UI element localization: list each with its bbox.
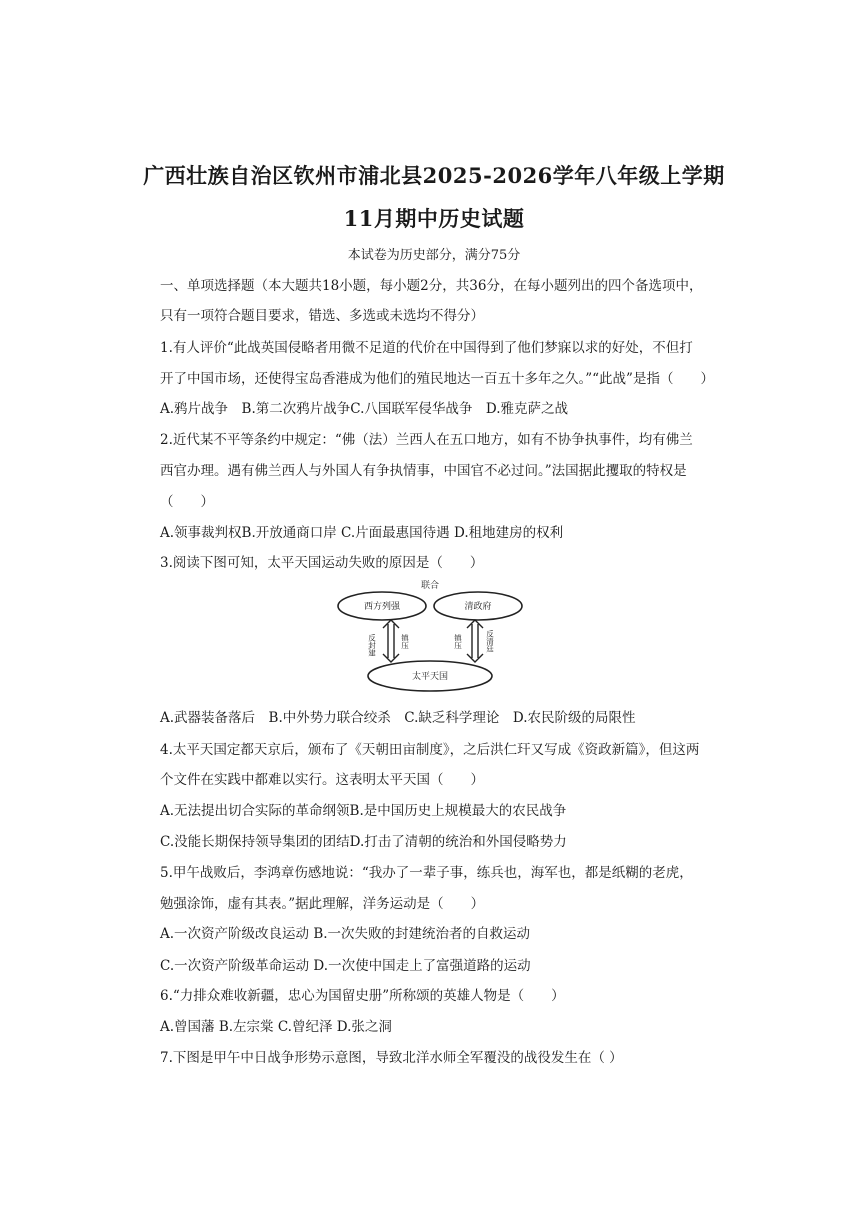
- q3-options: A.武器装备落后 B.中外势力联合绞杀 C.缺乏科学理论 D.农民阶级的局限性: [160, 710, 636, 726]
- q4-options-line2: C.没能长期保持领导集团的团结D.打击了清朝的统治和外国侵略势力: [160, 834, 567, 850]
- q5-stem-line2: 勉强涂饰，虚有其表。”据此理解，洋务运动是（ ）: [160, 896, 485, 912]
- left-double-arrow: [383, 620, 399, 662]
- exam-subtitle: 本试卷为历史部分，满分75分: [347, 248, 521, 263]
- node-western-powers-label: 西方列强: [363, 602, 401, 612]
- q2-stem-line2: 西官办理。遇有佛兰西人与外国人有争执情事，中国官不必过问。”法国据此攫取的特权是: [160, 463, 687, 479]
- arrow-left-up-label: 反封建: [367, 634, 377, 657]
- q5-options-line1: A.一次资产阶级改良运动 B.一次失败的封建统治者的自救运动: [160, 926, 531, 942]
- taiping-diagram: [330, 578, 530, 694]
- diagram-top-label: 联合: [420, 581, 440, 591]
- q3-stem: 3.阅读下图可知，太平天国运动失败的原因是（ ）: [160, 555, 484, 571]
- q6-stem: 6.“力排众难收新疆，忠心为国留史册”所称颂的英雄人物是（ ）: [160, 988, 565, 1004]
- node-qing-government-label: 清政府: [464, 602, 492, 612]
- arrow-right-up-label: 反清廷: [485, 630, 495, 653]
- node-taiping-label: 太平天国: [411, 672, 449, 682]
- q1-stem-line1: 1.有人评价“此战英国侵略者用微不足道的代价在中国得到了他们梦寐以求的好处，不但打: [160, 340, 693, 356]
- q7-stem: 7.下图是甲午中日战争形势示意图，导致北洋水师全军覆没的战役发生在（ ）: [160, 1050, 623, 1066]
- section1-instructions-line2: 只有一项符合题目要求，错选、多选或未选均不得分）: [160, 308, 484, 324]
- q5-options-line2: C.一次资产阶级革命运动 D.一次使中国走上了富强道路的运动: [160, 958, 531, 974]
- q2-stem-line3: （ ）: [160, 494, 214, 510]
- q2-stem-line1: 2.近代某不平等条约中规定：“佛（法）兰西人在五口地方，如有不协争执事件，均有佛兰: [160, 432, 693, 448]
- q1-stem-line2: 开了中国市场，还使得宝岛香港成为他们的殖民地达一百五十多年之久。”“此战”是指（ ）: [160, 371, 714, 387]
- right-double-arrow: [467, 620, 483, 662]
- arrow-right-down-label: 镇压: [453, 634, 463, 649]
- arrow-left-down-label: 镇压: [400, 634, 410, 649]
- exam-title-line2: 11月期中历史试题: [343, 206, 525, 231]
- q2-options: A.领事裁判权B.开放通商口岸 C.片面最惠国待遇 D.租地建房的权利: [160, 525, 564, 541]
- section1-instructions-line1: 一、单项选择题（本大题共18小题，每小题2分，共36分，在每小题列出的四个备选项中，: [160, 278, 703, 294]
- q4-stem-line1: 4.太平天国定都天京后，颁布了《天朝田亩制度》，之后洪仁玕又写成《资政新篇》，但这两: [160, 742, 700, 758]
- exam-title-line1: 广西壮族自治区钦州市浦北县2025-2026学年八年级上学期: [143, 163, 725, 188]
- q6-options: A.曾国藩 B.左宗棠 C.曾纪泽 D.张之洞: [160, 1019, 392, 1035]
- q4-options-line1: A.无法提出切合实际的革命纲领B.是中国历史上规模最大的农民战争: [160, 803, 567, 819]
- q5-stem-line1: 5.甲午战败后，李鸿章伤感地说：“我办了一辈子事，练兵也，海军也，都是纸糊的老虎，: [160, 865, 693, 881]
- q4-stem-line2: 个文件在实践中都难以实行。这表明太平天国（ ）: [160, 772, 484, 788]
- q1-options: A.鸦片战争 B.第二次鸦片战争C.八国联军侵华战争 D.雅克萨之战: [160, 401, 569, 417]
